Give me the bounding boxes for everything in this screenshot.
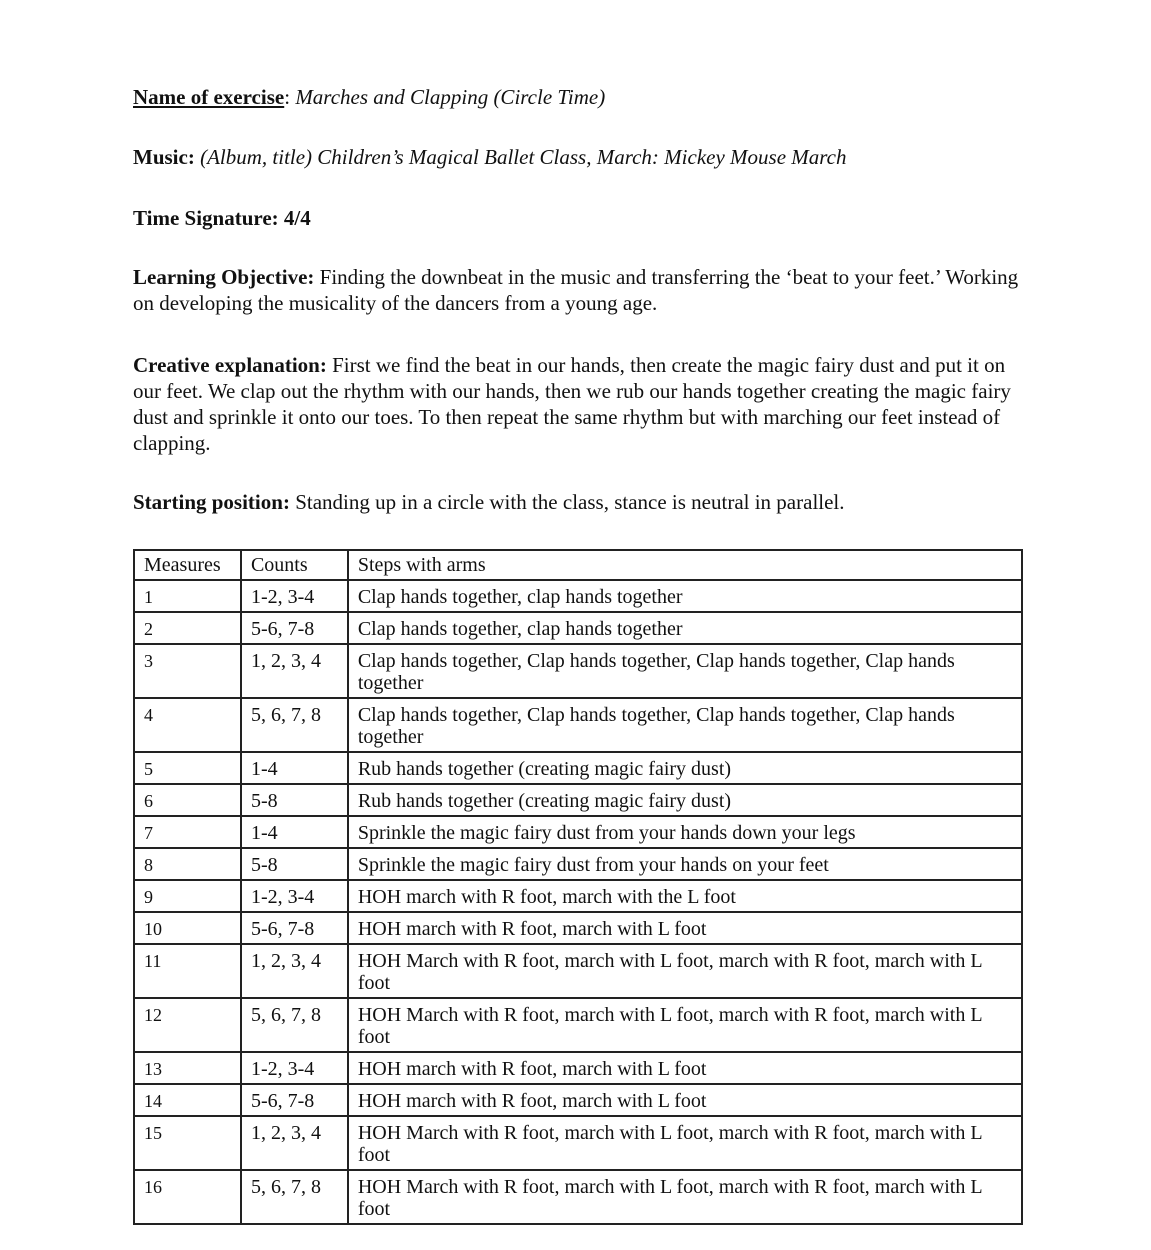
music-label: Music: (133, 145, 195, 169)
counts-cell: 5-6, 7-8 (241, 612, 348, 644)
table-row (134, 880, 1022, 912)
steps-cell: HOH March with R foot, march with L foot, march with R foot, march with L foot (348, 998, 1022, 1052)
header-steps: Steps with arms (348, 550, 1022, 580)
table-row (134, 816, 1022, 848)
steps-cell: Rub hands together (creating magic fairy dust) (348, 784, 1022, 816)
creative-explanation (133, 352, 1023, 456)
starting-position (133, 489, 845, 516)
counts-cell: 1-2, 3-4 (241, 880, 348, 912)
counts-cell: 1, 2, 3, 4 (241, 644, 348, 698)
steps-cell: Clap hands together, Clap hands together, Clap hands together, Clap hands together (348, 644, 1022, 698)
table-row (134, 1170, 1022, 1224)
measure-cell: 16 (134, 1170, 241, 1224)
exercise-name-value: Marches and Clapping (Circle Time) (290, 85, 606, 109)
music-line (133, 144, 846, 171)
starting-position-text: Standing up in a circle with the class, stance is neutral in parallel. (289, 490, 845, 514)
exercise-name-label: Name of exercise (133, 85, 285, 109)
counts-cell: 5-8 (241, 784, 348, 816)
counts-cell: 5-8 (241, 848, 348, 880)
creative-explanation-text: First we find the beat in our hands, then create the magic fairy dust and put it on our feet. We clap out the rhythm with our hands, then we rub our hands together creating the magic fairy dust and sprinkle it onto our toes. To then repeat the same rhythm but with marching our feet instead of clapping. (133, 353, 1011, 455)
time-signature: Time Signature: 4/4 (133, 206, 311, 230)
table-row (134, 1116, 1022, 1170)
steps-table (133, 549, 1023, 1225)
measure-cell: 9 (134, 880, 241, 912)
table-row (134, 1084, 1022, 1116)
table-row (134, 1052, 1022, 1084)
table-row (134, 580, 1022, 612)
exercise-name-line (133, 84, 605, 111)
table-header-row (134, 550, 1022, 580)
learning-objective-text: Finding the downbeat in the music and transferring the ‘beat to your feet.’ Working on developing the musicality of the dancers from a young age. (133, 265, 1019, 315)
steps-cell: Clap hands together, clap hands together (348, 612, 1022, 644)
steps-cell: HOH march with R foot, march with L foot (348, 912, 1022, 944)
table-row (134, 912, 1022, 944)
measure-cell: 10 (134, 912, 241, 944)
header-measures: Measures (134, 550, 241, 580)
counts-cell: 5, 6, 7, 8 (241, 998, 348, 1052)
measure-cell: 4 (134, 698, 241, 752)
measure-cell: 15 (134, 1116, 241, 1170)
learning-objective-label: Learning Objective: (133, 265, 315, 289)
header-counts: Counts (241, 550, 348, 580)
steps-cell: HOH march with R foot, march with the L foot (348, 880, 1022, 912)
learning-objective (133, 264, 1023, 316)
measure-cell: 12 (134, 998, 241, 1052)
steps-cell: HOH march with R foot, march with L foot (348, 1052, 1022, 1084)
steps-cell: HOH March with R foot, march with L foot, march with R foot, march with L foot (348, 1170, 1022, 1224)
table-row (134, 998, 1022, 1052)
measure-cell: 6 (134, 784, 241, 816)
table-row (134, 784, 1022, 816)
table-row (134, 848, 1022, 880)
measure-cell: 5 (134, 752, 241, 784)
table-row (134, 644, 1022, 698)
counts-cell: 1-4 (241, 816, 348, 848)
steps-cell: HOH march with R foot, march with L foot (348, 1084, 1022, 1116)
measure-cell: 3 (134, 644, 241, 698)
table-row (134, 698, 1022, 752)
measure-cell: 13 (134, 1052, 241, 1084)
counts-cell: 5, 6, 7, 8 (241, 1170, 348, 1224)
exercise-name-separator: : (284, 85, 291, 109)
steps-cell: Rub hands together (creating magic fairy dust) (348, 752, 1022, 784)
table-row (134, 612, 1022, 644)
measure-cell: 2 (134, 612, 241, 644)
steps-cell: Clap hands together, Clap hands together, Clap hands together, Clap hands together (348, 698, 1022, 752)
counts-cell: 1, 2, 3, 4 (241, 944, 348, 998)
counts-cell: 1-4 (241, 752, 348, 784)
counts-cell: 5-6, 7-8 (241, 912, 348, 944)
table-row (134, 752, 1022, 784)
measure-cell: 7 (134, 816, 241, 848)
steps-cell: Sprinkle the magic fairy dust from your hands on your feet (348, 848, 1022, 880)
counts-cell: 1-2, 3-4 (241, 580, 348, 612)
starting-position-label: Starting position: (133, 490, 290, 514)
measure-cell: 8 (134, 848, 241, 880)
counts-cell: 1, 2, 3, 4 (241, 1116, 348, 1170)
measure-cell: 14 (134, 1084, 241, 1116)
counts-cell: 5-6, 7-8 (241, 1084, 348, 1116)
creative-explanation-label: Creative explanation: (133, 353, 327, 377)
table-body (134, 580, 1022, 1224)
music-value: (Album, title) Children’s Magical Ballet Class, March: Mickey Mouse March (194, 145, 847, 169)
measure-cell: 1 (134, 580, 241, 612)
counts-cell: 1-2, 3-4 (241, 1052, 348, 1084)
steps-cell: Clap hands together, clap hands together (348, 580, 1022, 612)
table-row (134, 944, 1022, 998)
steps-cell: Sprinkle the magic fairy dust from your hands down your legs (348, 816, 1022, 848)
measure-cell: 11 (134, 944, 241, 998)
steps-cell: HOH March with R foot, march with L foot, march with R foot, march with L foot (348, 944, 1022, 998)
counts-cell: 5, 6, 7, 8 (241, 698, 348, 752)
steps-cell: HOH March with R foot, march with L foot, march with R foot, march with L foot (348, 1116, 1022, 1170)
